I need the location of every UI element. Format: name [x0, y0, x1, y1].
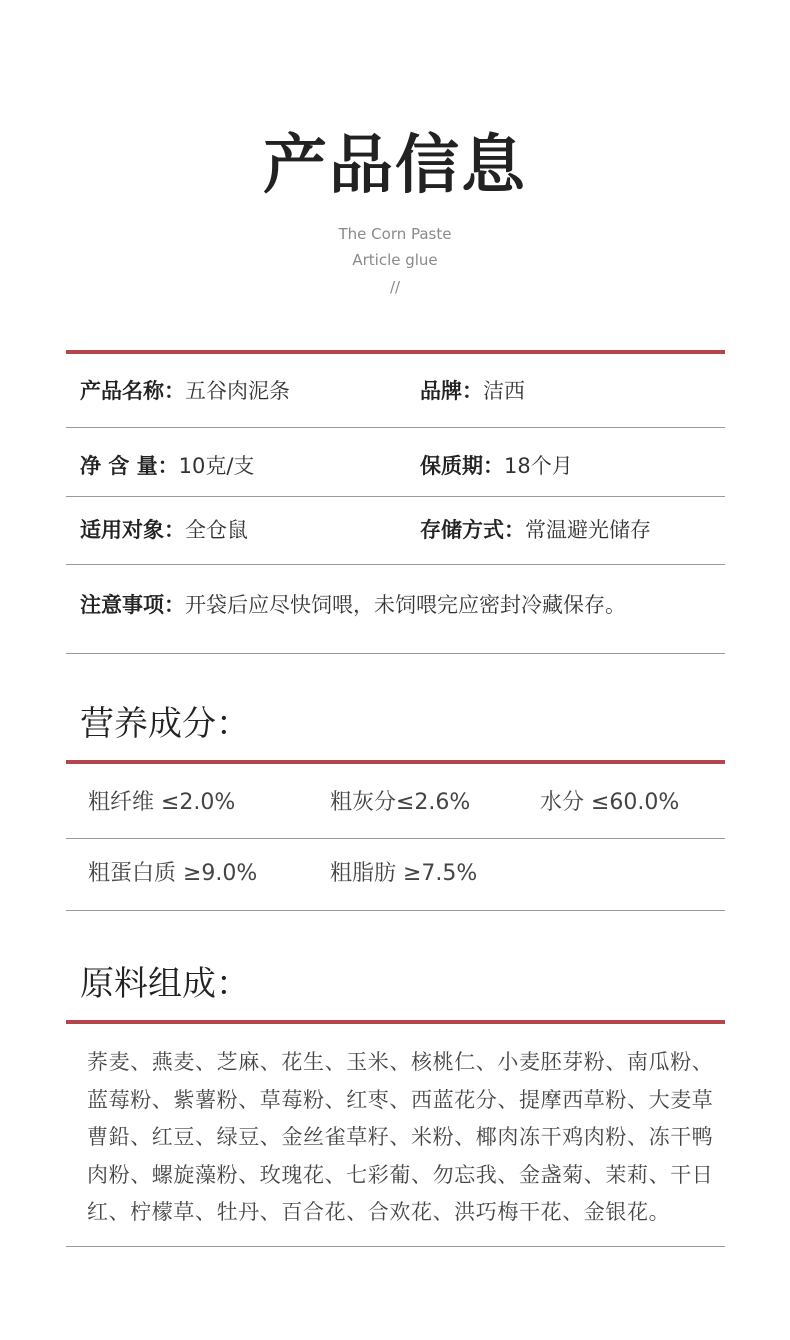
product-name-value: 五谷肉泥条 [185, 379, 290, 403]
nutrition-item: 粗纤维 ≤2.0% [88, 790, 236, 815]
nutrition-bottom-rule [66, 910, 725, 911]
product-name-label: 产品名称： [80, 379, 185, 403]
shelf-life-label: 保质期： [420, 454, 504, 478]
subtitle-line-2: Article glue [352, 251, 438, 269]
nutrition-item: 粗蛋白质 ≥9.0% [88, 861, 258, 886]
shelf-life-row [420, 452, 573, 480]
ingredients-title: 原料组成： [80, 964, 250, 1004]
ingredients-bottom-rule [66, 1246, 725, 1247]
ingredients-text: 荞麦、燕麦、芝麻、花生、玉米、核桃仁、小麦胚芽粉、南瓜粉、蓝莓粉、紫薯粉、草莓粉、红枣、西蓝花分、提摩西草粉、大麦草曹鉛、红豆、绿豆、金丝雀草籽、米粉、椰肉冻干鸡肉粉、冻干鸭肉粉、螺旋藻粉、玫瑰花、七彩葡、勿忘我、金盏菊、茉莉、干日红、柠檬草、牡丹、百合花、合欢花、洪巧梅干花、金银花。 [87, 1050, 714, 1224]
storage-row [420, 516, 651, 544]
info-top-rule [66, 350, 725, 354]
nutrition-title: 营养成分： [80, 704, 250, 744]
net-content-row [80, 452, 254, 480]
subtitle-line-3: // [389, 278, 401, 296]
info-bottom-rule [66, 653, 725, 654]
net-content-value: 10克/支 [178, 454, 255, 478]
notice-row [80, 591, 626, 619]
notice-label: 注意事项： [80, 593, 185, 617]
brand-label: 品牌： [420, 379, 483, 403]
page-title: 产品信息 [263, 129, 527, 203]
nutrition-item: 粗灰分≤2.6% [330, 790, 471, 815]
storage-label: 存储方式： [420, 518, 525, 542]
subtitle-line-1: The Corn Paste [338, 225, 452, 243]
target-value: 全仓鼠 [185, 518, 248, 542]
info-divider-1 [66, 427, 725, 428]
target-row [80, 516, 248, 544]
brand-value: 洁西 [483, 379, 525, 403]
target-label: 适用对象： [80, 518, 185, 542]
nutrition-item: 水分 ≤60.0% [540, 790, 680, 815]
info-divider-2 [66, 496, 725, 497]
ingredients-top-rule [66, 1020, 725, 1024]
shelf-life-value: 18个月 [504, 454, 573, 478]
product-name-row [80, 377, 290, 405]
net-content-label: 净 含 量： [80, 454, 179, 478]
nutrition-item: 粗脂肪 ≥7.5% [330, 861, 478, 886]
notice-value: 开袋后应尽快饲喂，未饲喂完应密封冷藏保存。 [185, 593, 626, 617]
nutrition-divider [66, 838, 725, 839]
storage-value: 常温避光储存 [525, 518, 651, 542]
brand-row [420, 377, 525, 405]
nutrition-top-rule [66, 760, 725, 764]
info-divider-3 [66, 564, 725, 565]
